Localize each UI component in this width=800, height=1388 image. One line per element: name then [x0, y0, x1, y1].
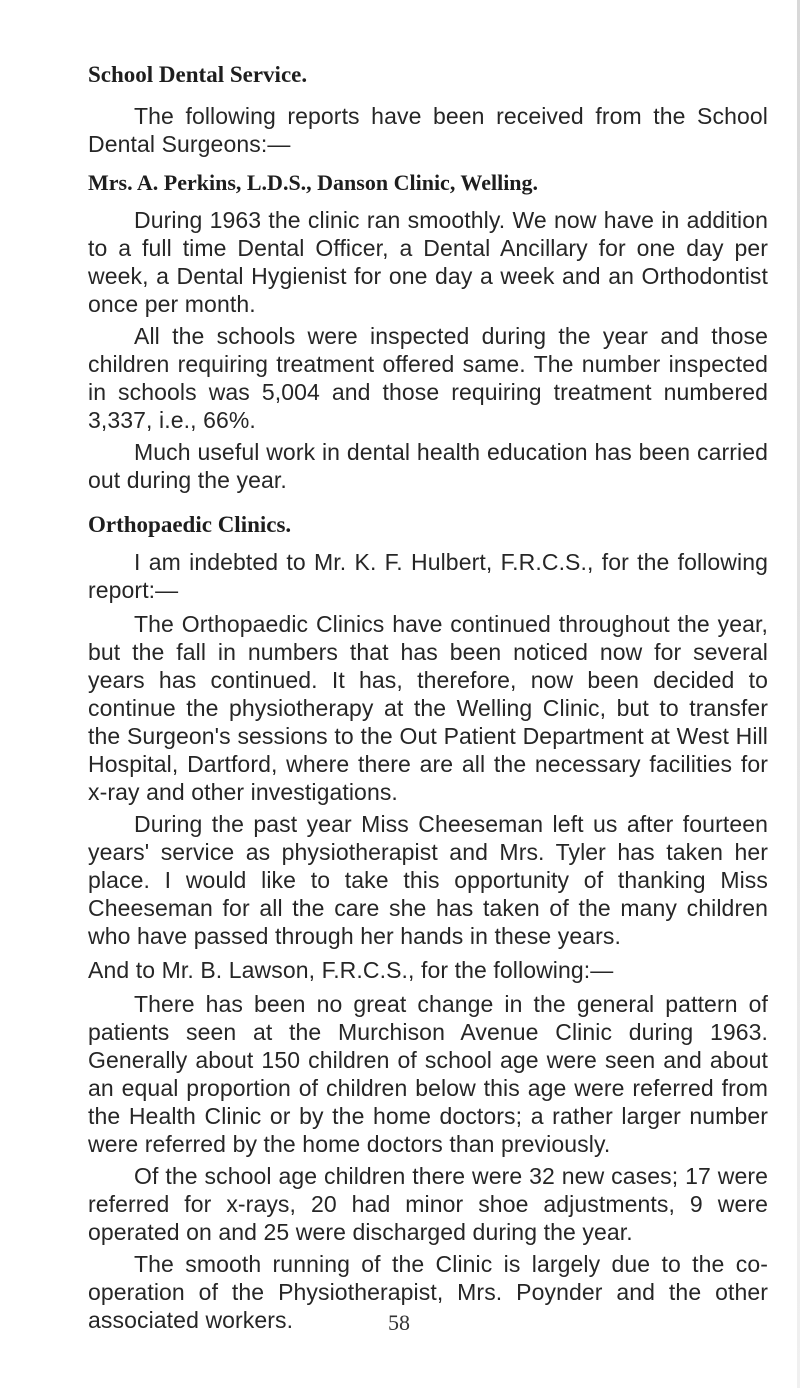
dental-intro-paragraph: The following reports have been received from the School Dental Surgeons:—	[88, 103, 768, 157]
dental-paragraph-education: Much useful work in dental health education has been carried out during the year.	[88, 439, 768, 493]
dental-paragraph-staff: During 1963 the clinic ran smoothly. We now have in addition to a full time Dental Officer, a Dental Ancillary for one day per week, a Dental Hygienist for one day a week and an Orthodontist once per month.	[88, 207, 768, 317]
page-number: 58	[388, 1310, 410, 1335]
orthopaedic-clinics-heading: Orthopaedic Clinics.	[88, 512, 292, 537]
orthopaedic-paragraph-staff: During the past year Miss Cheeseman left us after fourteen years' service as physiotherapist and Mrs. Tyler has taken her place. I would like to take this opportunity of thanking Miss Cheeseman for all the care she has taken of the many children who have passed through her hands in these years.	[88, 811, 768, 949]
orthopaedic-paragraph-clinics: The Orthopaedic Clinics have continued throughout the year, but the fall in numbers that has been noticed now for several years has continued. It has, therefore, now been decided to continue the physiotherapy at the Welling Clinic, but to transfer the Surgeon's sessions to the Out Patient Department at West Hill Hospital, Dartford, where there are all the necessary facilities for x-ray and other investigations.	[88, 611, 768, 805]
hulbert-intro-paragraph: I am indebted to Mr. K. F. Hulbert, F.R.C.S., for the following report:—	[88, 549, 768, 603]
document-page	[88, 60, 768, 1334]
dental-paragraph-inspection: All the schools were inspected during the year and those children requiring treatment offered same. The number inspected in schools was 5,004 and those requiring treatment numbered 3,337, i.e., 66%.	[88, 323, 768, 433]
orthopaedic-paragraph-pattern: There has been no great change in the general pattern of patients seen at the Murchison Avenue Clinic during 1963. Generally about 150 children of school age were seen and about an equal proportion of children below this age were referred from the Health Clinic or by the home doctors; a rather larger number were referred by the home doctors than previously.	[88, 991, 768, 1157]
lawson-intro-paragraph: And to Mr. B. Lawson, F.R.C.S., for the following:—	[88, 957, 614, 983]
orthopaedic-paragraph-thanks: The smooth running of the Clinic is largely due to the co-operation of the Physiotherapist, Mrs. Poynder and the other associated workers.	[88, 1251, 768, 1333]
perkins-report-heading: Mrs. A. Perkins, L.D.S., Danson Clinic, Welling.	[88, 170, 539, 195]
orthopaedic-paragraph-cases: Of the school age children there were 32 new cases; 17 were referred for x-rays, 20 had minor shoe adjustments, 9 were operated on and 25 were discharged during the year.	[88, 1163, 768, 1245]
dental-service-heading: School Dental Service.	[88, 62, 308, 87]
